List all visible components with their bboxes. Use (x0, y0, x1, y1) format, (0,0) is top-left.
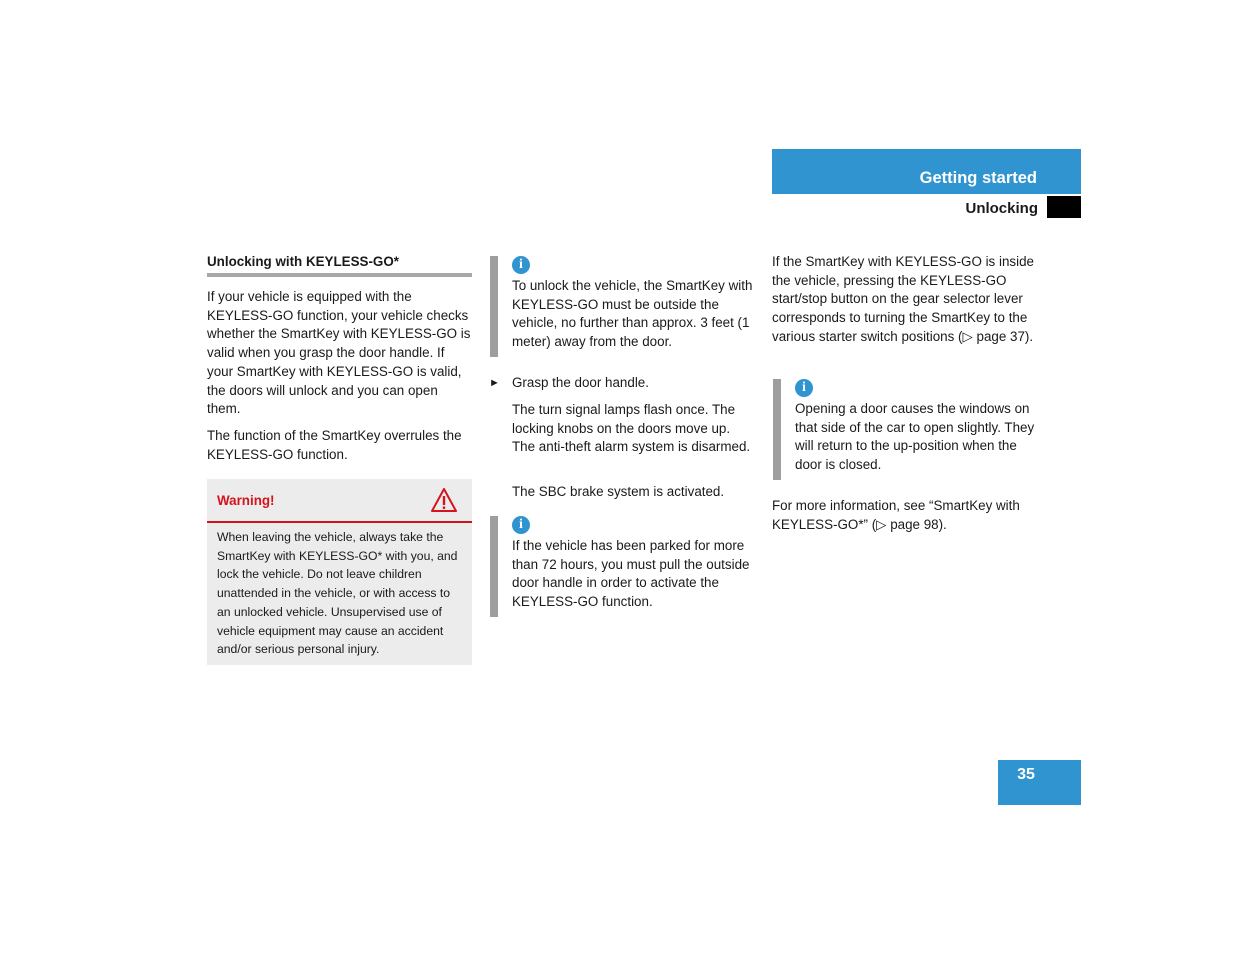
info-note-parked (490, 516, 760, 617)
more-info-paragraph: For more information, see “SmartKey with KEYLESS-GO*” (▷ page 98). (772, 498, 1020, 532)
info-note-outside (490, 256, 760, 357)
note-bar (773, 379, 781, 480)
step-result: The turn signal lamps flash once. The locking knobs on the doors move up. The anti-theft alarm system is disarmed. (512, 402, 751, 455)
note-bar (490, 516, 498, 617)
step-arrow-icon: ► (489, 377, 500, 389)
info-note-windows (773, 379, 1043, 480)
intro-paragraph: If your vehicle is equipped with the KEYLESS-GO function, your vehicle checks whether the SmartKey with KEYLESS-GO is valid when you grasp the door handle. If your SmartKey with KEYLESS-GO is valid, the doors will unlock and you can open them. (207, 289, 471, 417)
section-tab-marker (1047, 196, 1081, 218)
warning-text: When leaving the vehicle, always take the SmartKey with KEYLESS-GO* with you, and lock the vehicle. Do not leave children unattended in the vehicle, or with access to an unlocked vehicle. Unsupervised use of vehicle equipment may cause an accident and/or serious personal injury. (217, 530, 458, 657)
info-icon: i (512, 516, 530, 534)
inside-vehicle-paragraph: If the SmartKey with KEYLESS-GO is inside the vehicle, pressing the KEYLESS-GO start/stop button on the gear selector lever corresponds to turning the SmartKey to the various starter switch positions (▷ page 37). (772, 254, 1034, 344)
step-result-sbc: The SBC brake system is activated. (512, 484, 725, 499)
note-text: If the vehicle has been parked for more than 72 hours, you must pull the outside door handle in order to activate the KEYLESS-GO function. (512, 538, 750, 610)
step-text: Grasp the door handle. (512, 375, 649, 390)
warning-label: Warning! (217, 493, 275, 508)
page-number-box (998, 760, 1081, 805)
override-paragraph: The function of the SmartKey overrules the KEYLESS-GO function. (207, 428, 462, 462)
warning-box (207, 479, 472, 665)
section-title: Unlocking (965, 200, 1038, 217)
chapter-header-bar (772, 149, 1081, 194)
warning-header (207, 479, 472, 523)
note-bar (490, 256, 498, 357)
subsection-heading: Unlocking with KEYLESS-GO* (207, 254, 472, 277)
chapter-title: Getting started (919, 169, 1037, 187)
info-icon: i (512, 256, 530, 274)
page-number: 35 (1017, 766, 1035, 783)
info-icon: i (795, 379, 813, 397)
note-text: Opening a door causes the windows on that side of the car to open slightly. They will return to the up-position when the door is closed. (795, 401, 1035, 473)
warning-triangle-icon (430, 487, 458, 513)
note-text: To unlock the vehicle, the SmartKey with KEYLESS-GO must be outside the vehicle, no further than approx. 3 feet (1 meter) away from the door. (512, 278, 753, 350)
